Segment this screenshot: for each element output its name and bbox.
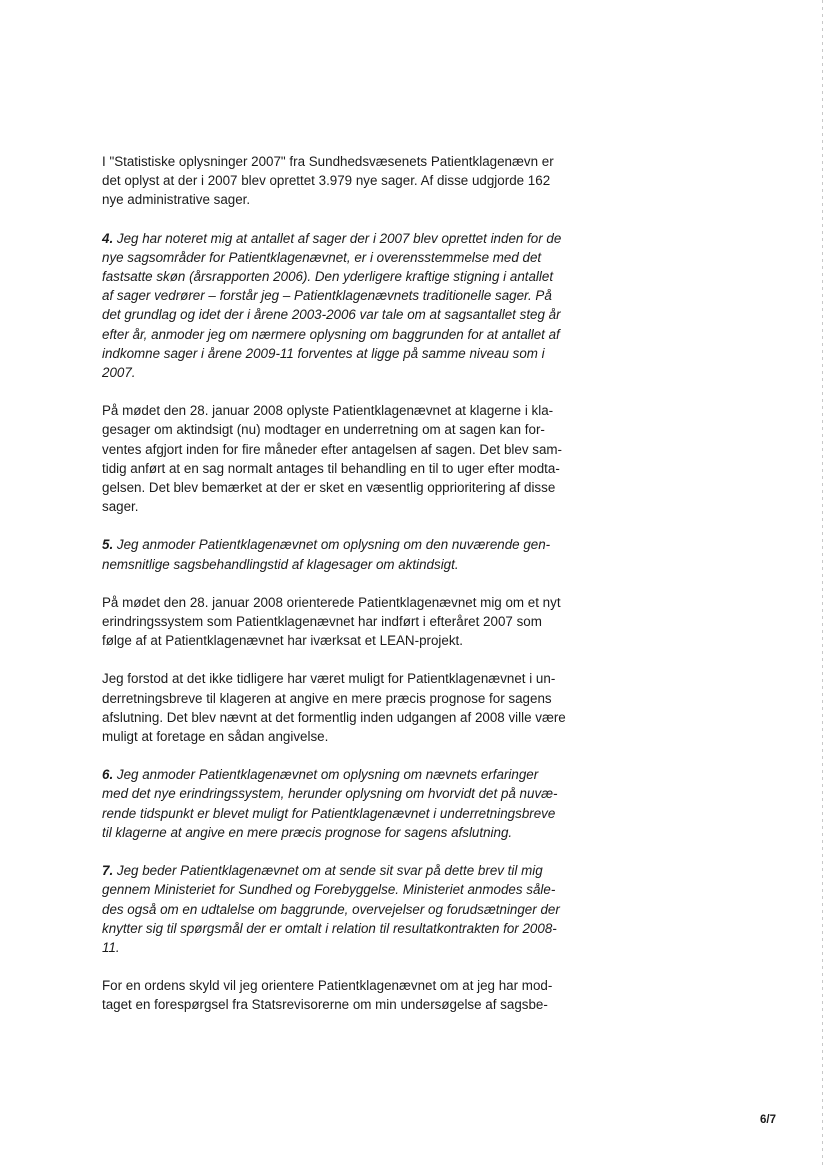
paragraph-meeting-aktindsigt xyxy=(102,401,580,516)
paragraph-statistics xyxy=(102,152,580,210)
question-number: 5. xyxy=(102,537,114,553)
page-number: 6/7 xyxy=(760,1114,776,1126)
paragraph-meeting-erindringssystem xyxy=(102,593,580,651)
paragraph-text: Jeg anmoder Patientklagenævnet om oplysning om nævnets erfaringer med det nye erindringssystem, herunder oplysning om hvorvidt det på nuvæ- rende tidspunkt er blevet muligt for Patientklagenævnet i underretningsbreve til klagerne at angive en mere præcis prognose for sagens afslutning. xyxy=(102,767,558,840)
paragraph-text: I "Statistiske oplysninger 2007" fra Sundhedsvæsenets Patientklagenævn er det oplyst at der i 2007 blev oprettet 3.979 nye sager. Af disse udgjorde 162 nye administrative sager. xyxy=(102,154,554,208)
paragraph-text: Jeg anmoder Patientklagenævnet om oplysning om den nuværende gen- nemsnitlige sagsbehandlingstid af klagesager om aktindsigt. xyxy=(102,537,551,572)
paragraph-text: På mødet den 28. januar 2008 oplyste Patientklagenævnet at klagerne i kla- gesager om aktindsigt (nu) modtager en underretning om at sagen kan for- ventes afgjort inden for fire måneder efter antagelsen af sagen. Det blev sam- tidig anført at en sag normalt antages til behandling en til to uger efter modta- gelsen. Det blev bemærket at der er sket en væsentlig opprioritering af disse sager. xyxy=(102,403,563,515)
paragraph-text: Jeg beder Patientklagenævnet om at sende sit svar på dette brev til mig gennem Ministeriet for Sundhed og Forebyggelse. Ministeriet anmodes såle- des også om en udtalelse om baggrunde, overvejelser og forudsætninger der knytter sig til spørgsmål der er omtalt i relation til resultatkontrakten for 2008- 11. xyxy=(102,863,560,955)
question-number: 6. xyxy=(102,767,114,783)
question-number: 7. xyxy=(102,863,114,879)
paragraph-question-5 xyxy=(102,535,580,573)
question-number: 4. xyxy=(102,230,114,246)
paragraph-question-4 xyxy=(102,229,580,383)
paragraph-statsrevisorerne xyxy=(102,976,580,1014)
paragraph-text: Jeg forstod at det ikke tidligere har været muligt for Patientklagenævnet i un- derretningsbreve til klageren at angive en mere præcis prognose for sagens afslutning. Det blev nævnt at det formentlig inden udgangen af 2008 ville være muligt at foretage en sådan angivelse. xyxy=(102,671,566,745)
page-edge-line xyxy=(822,0,823,1168)
paragraph-question-7 xyxy=(102,861,580,957)
paragraph-text: For en ordens skyld vil jeg orientere Patientklagenævnet om at jeg har mod- taget en forespørgsel fra Statsrevisorerne om min undersøgelse af sagsbe- xyxy=(102,978,553,1013)
document-body xyxy=(102,152,580,1034)
paragraph-question-6 xyxy=(102,765,580,842)
paragraph-prognose xyxy=(102,669,580,746)
paragraph-text: Jeg har noteret mig at antallet af sager der i 2007 blev oprettet inden for de nye sagsområder for Patientklagenævnet, er i overensstemmelse med det fastsatte skøn (årsrapporten 2006). Den yderligere kraftige stigning i antallet af sager vedrører – forstår jeg – Patientklagenævnets traditionelle sager. På det grundlag og idet der i årene 2003-2006 var tale om at sagsantallet steg år efter år, anmoder jeg om nærmere oplysning om baggrunden for at antallet af indkomne sager i årene 2009-11 forventes at ligge på samme niveau som i 2007. xyxy=(102,230,562,381)
paragraph-text: På mødet den 28. januar 2008 orienterede Patientklagenævnet mig om et nyt erindringssystem som Patientklagenævnet har indført i efteråret 2007 som følge af at Patientklagenævnet har iværksat et LEAN-projekt. xyxy=(102,594,561,649)
